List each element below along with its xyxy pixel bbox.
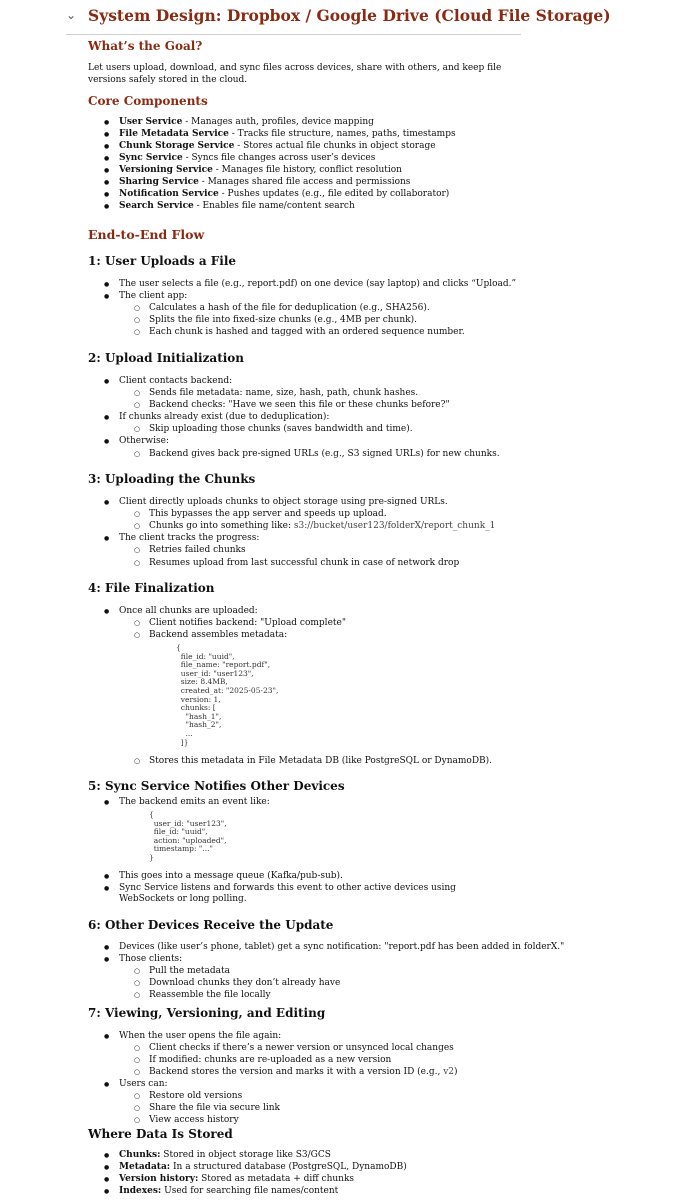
- storage-item: ● Indexes: Used for searching file names/content: [119, 1186, 338, 1197]
- step7-sub-bullet: ○ View access history: [149, 1115, 239, 1126]
- step6-heading: 6: Other Devices Receive the Update: [88, 918, 334, 932]
- core-item: ● User Service - Manages auth, profiles, device mapping: [119, 117, 374, 128]
- step5-bullet: ● Sync Service listens and forwards this event to other active devices using WebSockets or long polling.: [119, 883, 499, 905]
- storage-item: ● Chunks: Stored in object storage like S3/GCS: [119, 1150, 331, 1161]
- step1-bullet: ● The client app:: [119, 291, 187, 302]
- step7-bullet: ● Users can:: [119, 1079, 168, 1090]
- step5-heading: 5: Sync Service Notifies Other Devices: [88, 779, 345, 793]
- step4-sub-bullet: ○ Stores this metadata in File Metadata DB (like PostgreSQL or DynamoDB).: [149, 756, 492, 767]
- step5-bullet: ● The backend emits an event like:: [119, 797, 270, 808]
- step4-sub-bullet: ○ Backend assembles metadata:: [149, 630, 287, 641]
- core-item: ● Versioning Service - Manages file history, conflict resolution: [119, 165, 402, 176]
- step3-sub-bullet: ○ Retries failed chunks: [149, 545, 246, 556]
- step4-bullet: ● Once all chunks are uploaded:: [119, 606, 258, 617]
- core-components-heading: Core Components: [88, 94, 208, 108]
- step6-sub-bullet: ○ Reassemble the file locally: [149, 990, 271, 1001]
- step3-sub-bullet: ○ This bypasses the app server and speeds up upload.: [149, 509, 387, 520]
- storage-item: ● Metadata: In a structured database (PostgreSQL, DynamoDB): [119, 1162, 407, 1173]
- metadata-code-block: { file_id: "uuid", file_name: "report.pdf", user_id: "user123", size: 8.4MB, created_at: "2025-05-23", version: 1, chunks: [ "hash_1", "hash_2", ... ]}: [176, 643, 279, 747]
- step2-heading: 2: Upload Initialization: [88, 351, 245, 365]
- step7-heading: 7: Viewing, Versioning, and Editing: [88, 1006, 326, 1020]
- step2-sub-bullet: ○ Skip uploading those chunks (saves bandwidth and time).: [149, 424, 413, 435]
- event-code-block: { user_id: "user123", file_id: "uuid", action: "uploaded", timestamp: "..." }: [149, 810, 227, 862]
- step2-sub-bullet: ○ Backend checks: "Have we seen this file or these chunks before?": [149, 400, 450, 411]
- core-item: ● File Metadata Service - Tracks file structure, names, paths, timestamps: [119, 129, 456, 140]
- step4-heading: 4: File Finalization: [88, 581, 215, 595]
- step3-sub-bullet: ○ Chunks go into something like: s3://bucket/user123/folderX/report_chunk_1: [149, 521, 495, 532]
- core-item: ● Sharing Service - Manages shared file access and permissions: [119, 177, 410, 188]
- step1-sub-bullet: ○ Calculates a hash of the file for deduplication (e.g., SHA256).: [149, 303, 430, 314]
- step1-sub-bullet: ○ Each chunk is hashed and tagged with an ordered sequence number.: [149, 327, 465, 338]
- step6-bullet: ● Devices (like user’s phone, tablet) get a sync notification: "report.pdf has been added in folderX.": [119, 942, 564, 953]
- goal-heading: What’s the Goal?: [88, 39, 203, 53]
- step2-bullet: ● Client contacts backend:: [119, 376, 232, 387]
- step3-bullet: ● Client directly uploads chunks to object storage using pre-signed URLs.: [119, 497, 448, 508]
- step2-sub-bullet: ○ Backend gives back pre-signed URLs (e.g., S3 signed URLs) for new chunks.: [149, 449, 500, 460]
- flow-heading: End-to-End Flow: [88, 227, 205, 242]
- s3-path: s3://bucket/user123/folderX/report_chunk_1: [293, 521, 496, 531]
- page-title: System Design: Dropbox / Google Drive (Cloud File Storage): [88, 6, 611, 25]
- step7-sub-bullet: ○ Client checks if there’s a newer version or unsynced local changes: [149, 1043, 454, 1054]
- core-item: ● Chunk Storage Service - Stores actual file chunks in object storage: [119, 141, 436, 152]
- step7-bullet: ● When the user opens the file again:: [119, 1031, 281, 1042]
- step1-heading: 1: User Uploads a File: [88, 254, 237, 268]
- step3-sub-bullet: ○ Resumes upload from last successful chunk in case of network drop: [149, 558, 459, 569]
- step6-sub-bullet: ○ Download chunks they don’t already have: [149, 978, 340, 989]
- goal-text: Let users upload, download, and sync files across devices, share with others, and keep file versions safely stored in the cloud.: [88, 63, 502, 85]
- step7-sub-bullet: ○ Backend stores the version and marks it with a version ID (e.g., v2): [149, 1067, 458, 1078]
- step7-sub-bullet: ○ Share the file via secure link: [149, 1103, 280, 1114]
- core-item: ● Notification Service - Pushes updates (e.g., file edited by collaborator): [119, 189, 449, 200]
- step2-bullet: ● If chunks already exist (due to deduplication):: [119, 412, 329, 423]
- storage-heading: Where Data Is Stored: [88, 1127, 233, 1141]
- core-item: ● Sync Service - Syncs file changes across user’s devices: [119, 153, 375, 164]
- step6-sub-bullet: ○ Pull the metadata: [149, 966, 230, 977]
- collapse-chevron-icon[interactable]: ⌄: [66, 8, 77, 22]
- step1-bullet: ● The user selects a file (e.g., report.pdf) on one device (say laptop) and clicks “Upload.”: [119, 279, 516, 290]
- storage-item: ● Version history: Stored as metadata + diff chunks: [119, 1174, 354, 1185]
- step7-sub-bullet: ○ If modified: chunks are re-uploaded as a new version: [149, 1055, 391, 1066]
- step7-sub-bullet: ○ Restore old versions: [149, 1091, 242, 1102]
- step2-sub-bullet: ○ Sends file metadata: name, size, hash, path, chunk hashes.: [149, 388, 418, 399]
- step4-sub-bullet: ○ Client notifies backend: "Upload complete": [149, 618, 346, 629]
- step3-bullet: ● The client tracks the progress:: [119, 533, 259, 544]
- core-item: ● Search Service - Enables file name/content search: [119, 201, 355, 212]
- step1-sub-bullet: ○ Splits the file into fixed-size chunks (e.g., 4MB per chunk).: [149, 315, 417, 326]
- step3-heading: 3: Uploading the Chunks: [88, 472, 256, 486]
- step6-bullet: ● Those clients:: [119, 954, 182, 965]
- step5-bullet: ● This goes into a message queue (Kafka/pub-sub).: [119, 871, 343, 882]
- step2-bullet: ● Otherwise:: [119, 436, 169, 447]
